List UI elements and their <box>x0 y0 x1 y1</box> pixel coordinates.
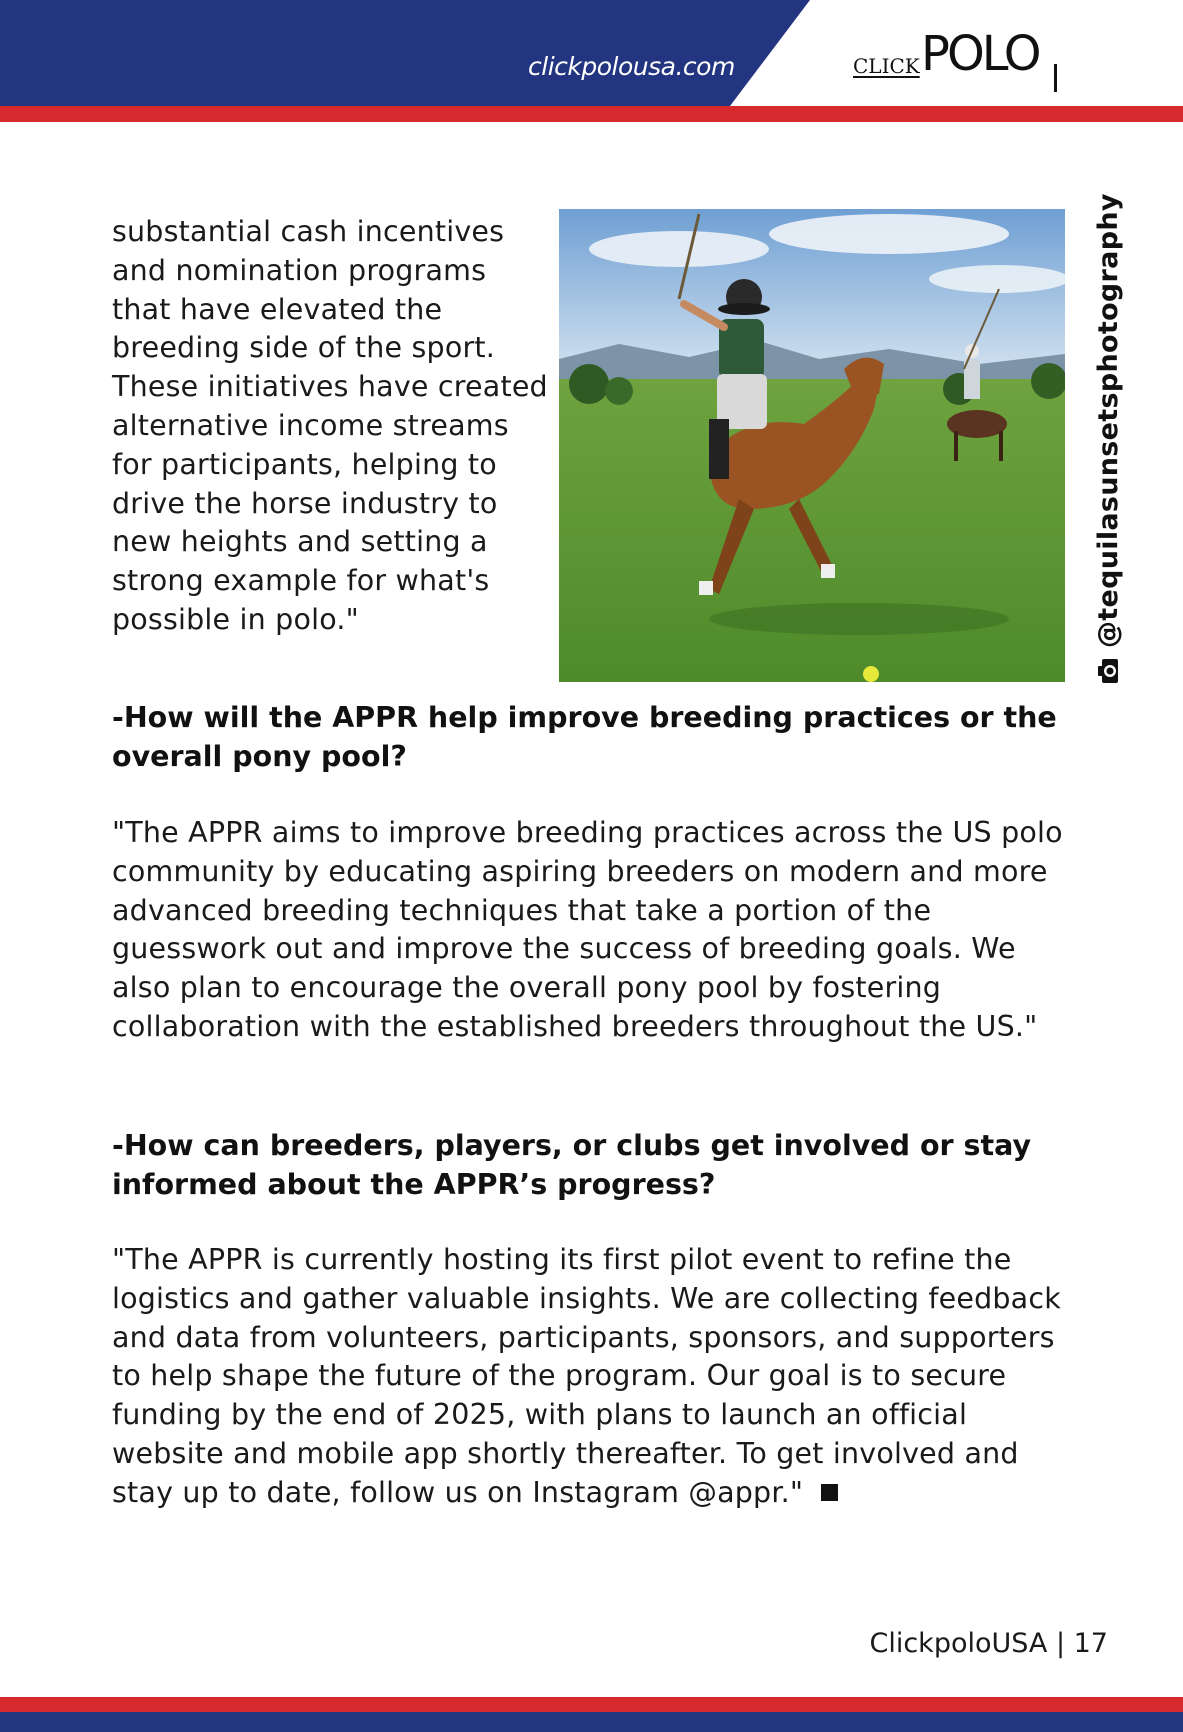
header-url[interactable]: clickpolousa.com <box>528 52 735 81</box>
photo-credit <box>1090 193 1126 684</box>
footer-blue-band <box>0 1712 1183 1732</box>
answer-get-involved-text: "The APPR is currently hosting its first pilot event to refine the logistics and gather valuable insights. We are collecting feedback and data from volunteers, participants, sponsors, and supporters to help shape the future of the program. Our goal is to secure funding by the end of 2025, with plans to launch an official website and mobile app shortly thereafter. To get involved and stay up to date, follow us on Instagram @appr." <box>112 1243 1061 1509</box>
camera-icon <box>1097 658 1119 684</box>
footer-red-stripe <box>0 1697 1183 1712</box>
photo-credit-rotated <box>1090 193 1126 684</box>
page-footer-label: ClickpoloUSA | 17 <box>869 1628 1108 1659</box>
question-get-involved: -How can breeders, players, or clubs get involved or stay informed about the APPR’s progress? <box>112 1129 1032 1201</box>
intro-paragraph: substantial cash incentives and nomination programs that have elevated the breeding side of the sport. These initiatives have created alternative income streams for participants, helping to drive the horse industry to new heights and setting a strong example for what's possible in polo." <box>112 215 548 636</box>
answer-breeding-practices: "The APPR aims to improve breeding practices across the US polo community by educating aspiring breeders on modern and more advanced breeding techniques that take a portion of the guesswork out and improve the success of breeding goals. We also plan to encourage the overall pony pool by fostering collaboration with the established breeders throughout the US." <box>112 816 1063 1043</box>
end-of-article-mark <box>821 1484 838 1501</box>
answer-get-involved <box>112 1241 1072 1513</box>
polo-photo <box>559 209 1065 682</box>
logo-stem <box>1054 64 1057 92</box>
clickpolo-logo <box>853 26 1063 96</box>
header-red-stripe <box>0 106 1183 122</box>
logo-polo-text: POLO <box>921 26 1039 82</box>
photo-credit-text[interactable]: @tequilasunsetsphotography <box>1092 193 1124 648</box>
page-header <box>0 0 1183 122</box>
logo-click-text: CLICK <box>853 54 920 78</box>
question-breeding-practices: -How will the APPR help improve breeding practices or the overall pony pool? <box>112 701 1057 773</box>
